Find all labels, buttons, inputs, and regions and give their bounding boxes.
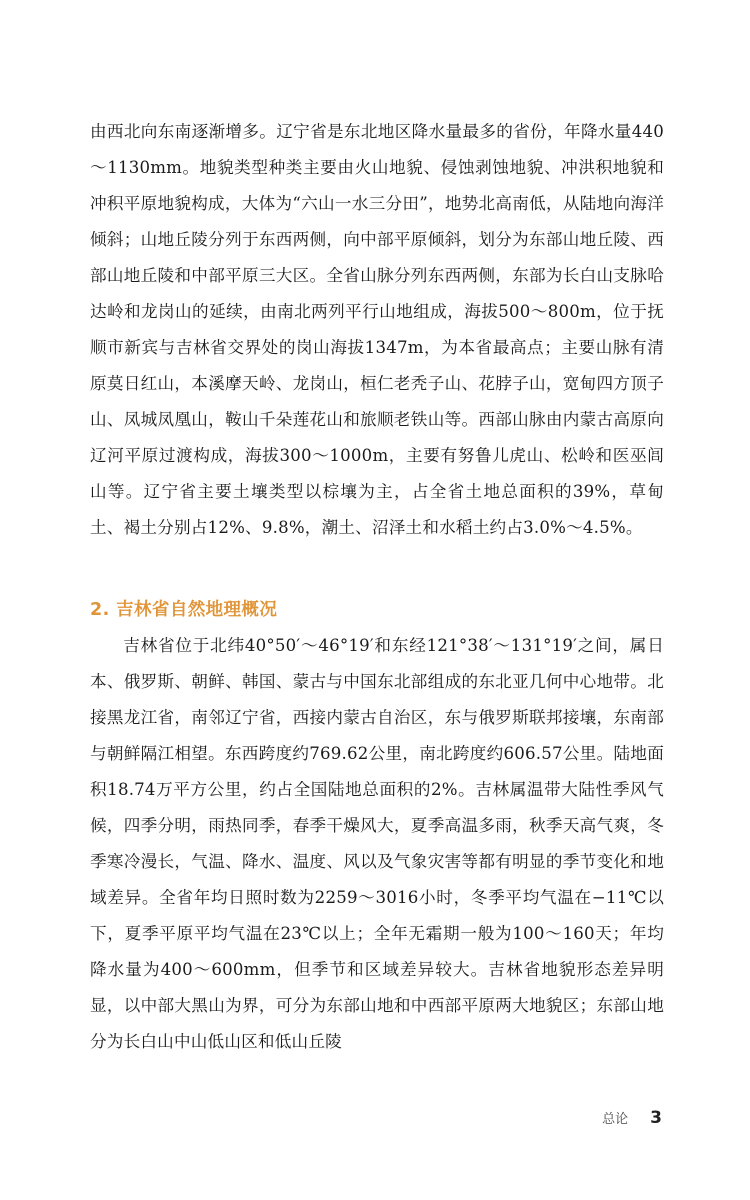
- body-paragraph-liaoning: 由西北向东南逐渐增多。辽宁省是东北地区降水量最多的省份，年降水量440～1130mm。地貌类型种类主要由火山地貌、侵蚀剥蚀地貌、冲洪积地貌和冲积平原地貌构成，大体为“六山一水三分田”，地势北高南低，从陆地向海洋倾斜；山地丘陵分列于东西两侧，向中部平原倾斜，划分为东部山地丘陵、西部山地丘陵和中部平原三大区。全省山脉分列东西两侧，东部为长白山支脉哈达岭和龙岗山的延续，由南北两列平行山地组成，海拔500～800m，位于抚顺市新宾与吉林省交界处的岗山海拔1347m，为本省最高点；主要山脉有清原莫日红山，本溪摩天岭、龙岗山，桓仁老秃子山、花脖子山，宽甸四方顶子山、凤城凤凰山，鞍山千朵莲花山和旅顺老铁山等。西部山脉由内蒙古高原向辽河平原过渡构成，海拔300～1000m，主要有努鲁儿虎山、松岭和医巫闾山等。辽宁省主要土壤类型以棕壤为主，占全省土地总面积的39%，草甸土、褐土分别占12%、9.8%，潮土、沼泽土和水稻土约占3.0%～4.5%。: [90, 122, 664, 537]
- body-paragraph-jilin: 吉林省位于北纬40°50′～46°19′和东经121°38′～131°19′之间，属日本、俄罗斯、朝鲜、韩国、蒙古与中国东北部组成的东北亚几何中心地带。北接黑龙江省，南邻辽宁省，西接内蒙古自治区，东与俄罗斯联邦接壤，东南部与朝鲜隔江相望。东西跨度约769.62公里，南北跨度约606.57公里。陆地面积18.74万平方公里，约占全国陆地总面积的2%。吉林属温带大陆性季风气候，四季分明，雨热同季，春季干燥风大，夏季高温多雨，秋季天高气爽，冬季寒冷漫长，气温、降水、温度、风以及气象灾害等都有明显的季节变化和地域差异。全省年均日照时数为2259～3016小时，冬季平均气温在−11℃以下，夏季平原平均气温在23℃以上；全年无霜期一般为100～160天；年均降水量为400～600mm，但季节和区域差异较大。吉林省地貌形态差异明显，以中部大黑山为界，可分为东部山地和中西部平原两大地貌区；东部山地分为长白山中山低山区和低山丘陵: [90, 636, 664, 1051]
- section-heading-jilin: 2. 吉林省自然地理概况: [90, 600, 278, 620]
- page-number: 3: [650, 1108, 662, 1128]
- running-footer-label: 总论: [602, 1112, 629, 1127]
- page-content: [90, 114, 664, 1060]
- page-footer: [602, 1108, 662, 1128]
